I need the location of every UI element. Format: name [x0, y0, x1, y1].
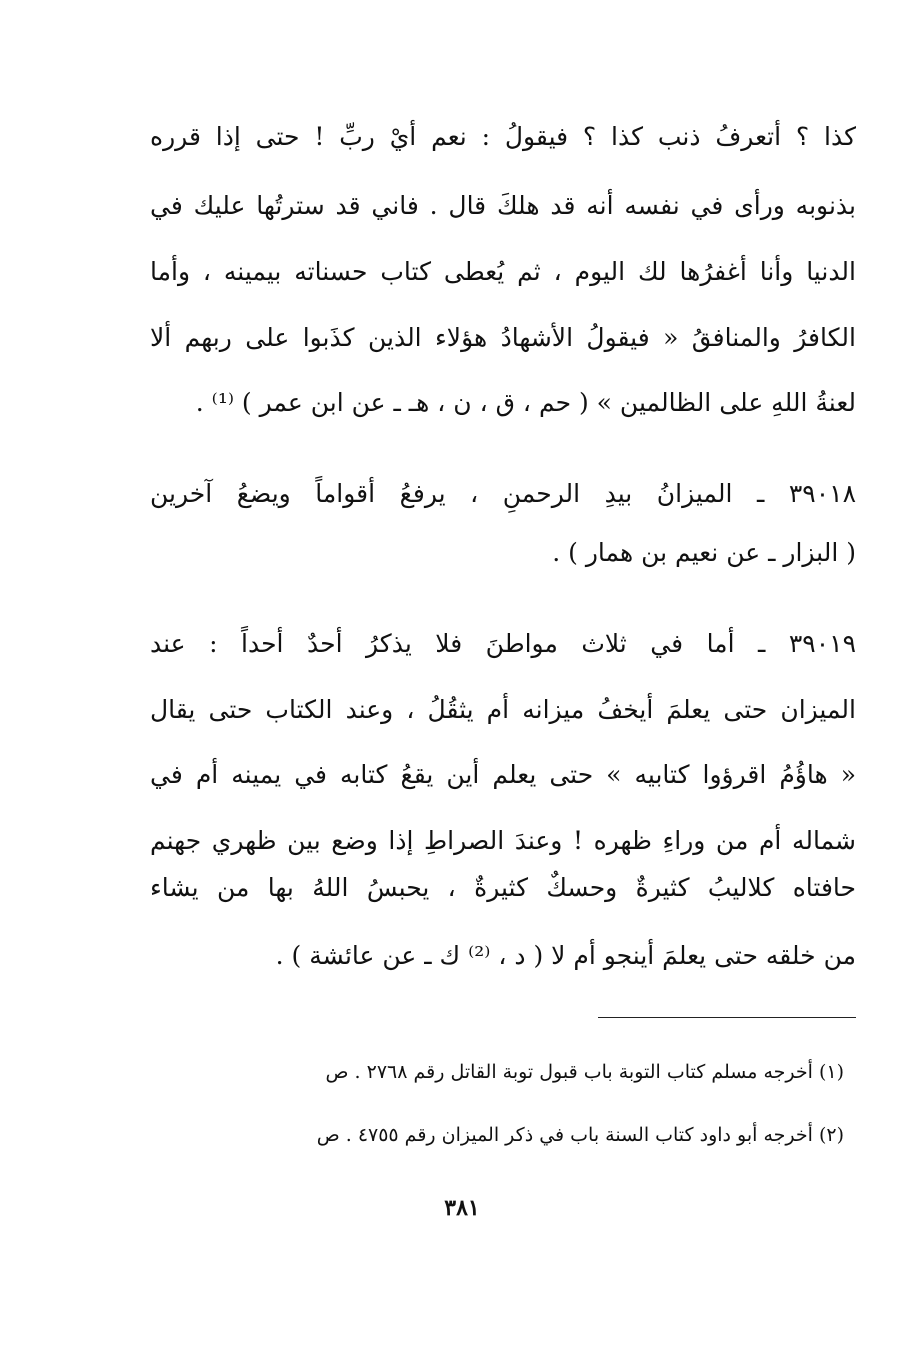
text-line: الميزان حتى يعلمَ أيخفُ ميزانه أم يثقُلُ ، وعند الكتاب حتى يقال: [150, 695, 856, 724]
text-line: بذنوبه ورأى في نفسه أنه قد هلكَ قال . فاني قد سترتُها عليك في: [150, 191, 856, 220]
hadith-39019-source: من خلقه حتى يعلمَ أينجو أم لا ( د ، ⁽²⁾ ك ـ عن عائشة ) .: [275, 941, 856, 970]
text-line: الدنيا وأنا أغفرُها لك اليوم ، ثم يُعطى كتاب حسناته بيمينه ، وأما: [150, 257, 856, 286]
hadith-39018-line: ٣٩٠١٨ ـ الميزانُ بيدِ الرحمنِ ، يرفعُ أقواماً ويضعُ آخرين: [150, 479, 856, 508]
hadith-39018-source: ( البزار ـ عن نعيم بن همار ) .: [552, 538, 856, 567]
text-line: لعنةُ اللهِ على الظالمين » ( حم ، ق ، ن ، هـ ـ عن ابن عمر ) ⁽¹⁾ .: [195, 388, 856, 417]
text-line: شماله أم من وراءِ ظهره ! وعندَ الصراطِ إذا وضع بين ظهري جهنم: [150, 826, 856, 855]
footnote-separator: [598, 1017, 856, 1018]
footnote-1: (١) أخرجه مسلم كتاب التوبة باب قبول توبة القاتل رقم ٢٧٦٨ . ص: [325, 1061, 844, 1083]
text-line: الكافرُ والمنافقُ « فيقولُ الأشهادُ هؤلاء الذين كذَبوا على ربهم ألا: [150, 323, 856, 352]
page-number: ٣٨١: [444, 1195, 480, 1221]
hadith-39019-line: ٣٩٠١٩ ـ أما في ثلاث مواطنَ فلا يذكرُ أحدٌ أحداً : عند: [150, 629, 856, 658]
text-line: كذا ؟ أتعرفُ ذنب كذا ؟ فيقولُ : نعم أيْ ربِّ ! حتى إذا قرره: [150, 122, 856, 151]
text-line: حافتاه كلاليبُ كثيرةٌ وحسكٌ كثيرةٌ ، يحبسُ اللهُ بها من يشاء: [150, 873, 856, 902]
text-line: « هاؤُمُ اقرؤوا كتابيه » حتى يعلم أين يقعُ كتابه في يمينه أم في: [150, 760, 856, 789]
footnote-2: (٢) أخرجه أبو داود كتاب السنة باب في ذكر الميزان رقم ٤٧٥٥ . ص: [316, 1124, 844, 1146]
